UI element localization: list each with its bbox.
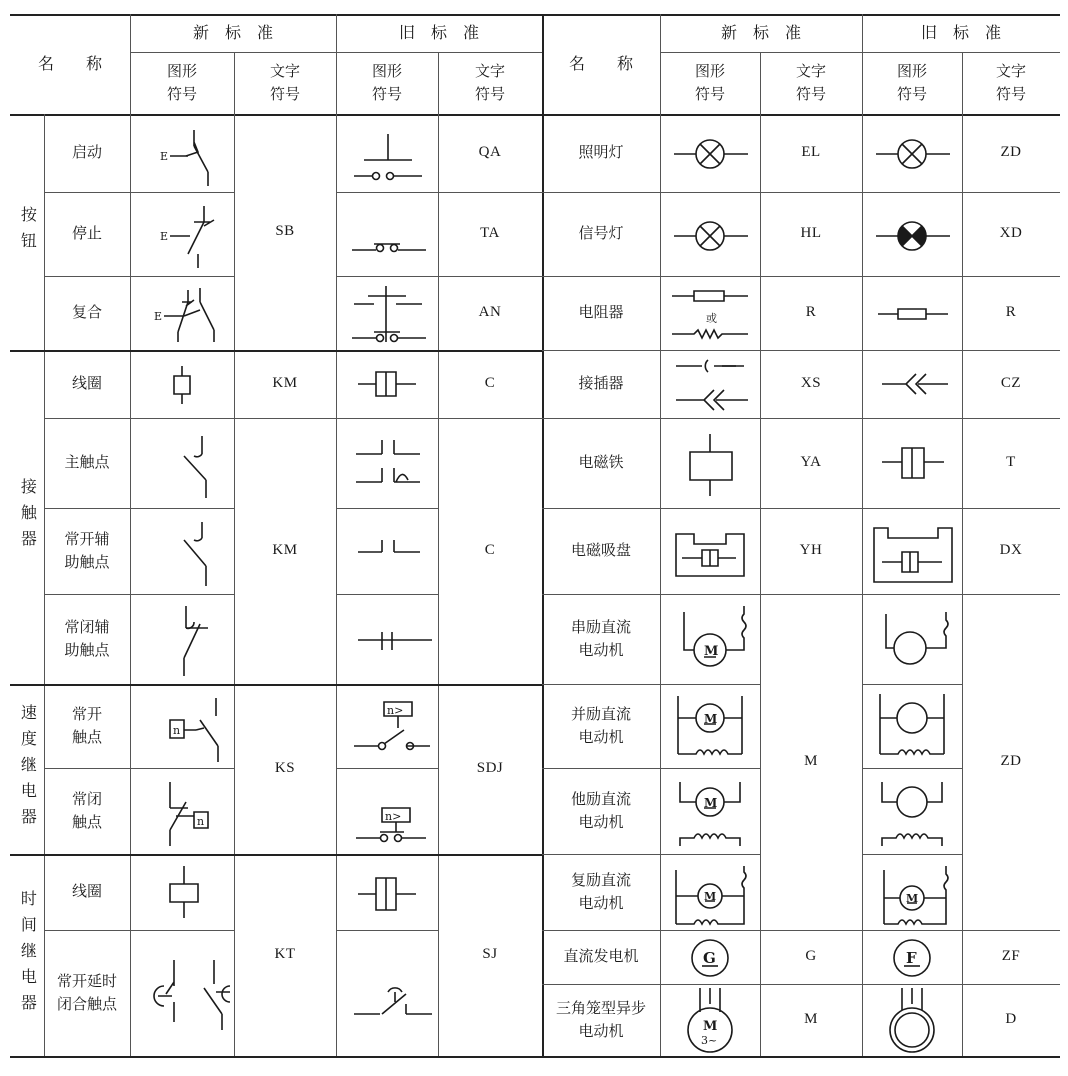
code-t: T <box>1006 454 1016 471</box>
code-ya: YA <box>800 454 822 471</box>
speed-relay-no-symbol-old <box>336 684 438 768</box>
electromagnet-symbol-old <box>862 418 962 508</box>
svg-text:n>: n> <box>385 810 402 823</box>
svg-text:F: F <box>906 949 917 967</box>
code-r-old: R <box>1005 304 1017 321</box>
item-compound-dc-motor: 复励直流 电动机 <box>570 870 631 912</box>
no-aux-contact-symbol-new <box>130 508 234 594</box>
lighting-lamp-symbol-new <box>660 114 760 192</box>
item-separate-dc-motor: 他励直流 电动机 <box>570 789 631 831</box>
code-cz: CZ <box>1000 375 1022 392</box>
connector-symbol-old <box>862 350 962 418</box>
time-delay-contact-symbol-new <box>130 930 234 1056</box>
electrical-symbol-table <box>10 14 1060 1056</box>
code-yh: YH <box>799 542 823 559</box>
group-button: 按钮 <box>18 206 38 258</box>
header-graphic-old-left: 图形 符号 <box>371 61 402 103</box>
item-time-delay-contact: 常开延时 闭合触点 <box>56 971 117 1013</box>
main-contact-symbol-old <box>336 418 438 508</box>
code-g: G <box>805 948 817 965</box>
start-button-symbol-new <box>130 114 234 192</box>
code-qa: QA <box>478 144 502 161</box>
squirrel-cage-motor-symbol-old <box>862 984 962 1056</box>
item-resistor: 电阻器 <box>578 303 624 322</box>
code-km-contacts: KM <box>272 542 298 559</box>
code-ta: TA <box>480 225 500 242</box>
code-el: EL <box>801 144 821 161</box>
code-r-new: R <box>805 304 817 321</box>
item-contactor-coil: 线圈 <box>71 374 102 393</box>
header-name-right: 名 称 <box>568 53 633 73</box>
item-compound: 复合 <box>71 303 102 322</box>
code-d: D <box>1005 1011 1017 1028</box>
svg-text:M: M <box>704 712 718 726</box>
electromagnet-symbol-new <box>660 418 760 508</box>
start-button-symbol-old <box>336 114 438 192</box>
item-dc-generator: 直流发电机 <box>563 947 639 966</box>
header-new-right: 新 标 准 <box>720 22 801 42</box>
squirrel-cage-motor-symbol-new <box>660 984 760 1056</box>
time-coil-symbol-new <box>130 854 234 930</box>
item-nc-aux-contact: 常闭辅 助触点 <box>64 617 110 659</box>
speed-relay-nc-symbol-old <box>336 768 438 854</box>
lighting-lamp-symbol-old <box>862 114 962 192</box>
connector-symbol-new <box>660 350 760 418</box>
shunt-dc-motor-symbol-old <box>862 684 962 768</box>
time-delay-contact-symbol-old <box>336 930 438 1056</box>
header-graphic-old-right: 图形 符号 <box>896 61 927 103</box>
resistor-symbol-old <box>862 276 962 350</box>
svg-text:3~: 3~ <box>701 1034 718 1047</box>
code-hl: HL <box>800 225 822 242</box>
item-squirrel-cage-motor: 三角笼型异步 电动机 <box>555 998 646 1040</box>
code-an: AN <box>478 304 502 321</box>
header-text-new-right: 文字 符号 <box>795 61 826 103</box>
code-xd: XD <box>999 225 1023 242</box>
code-m-cage: M <box>804 1011 818 1028</box>
signal-lamp-symbol-old <box>862 192 962 276</box>
separate-dc-motor-symbol-new <box>660 768 760 854</box>
svg-text:M: M <box>703 1019 718 1034</box>
header-old-left: 旧 标 准 <box>398 22 479 42</box>
item-speed-nc-contact: 常闭 触点 <box>71 789 102 831</box>
group-contactor: 接触器 <box>18 478 38 556</box>
stop-button-symbol-new <box>130 192 234 276</box>
nc-aux-contact-symbol-old <box>336 594 438 684</box>
item-shunt-dc-motor: 并励直流 电动机 <box>570 704 631 746</box>
svg-text:n: n <box>173 724 181 737</box>
svg-text:n: n <box>197 815 205 828</box>
svg-text:n>: n> <box>387 704 404 717</box>
code-zf: ZF <box>1001 948 1021 965</box>
svg-text:E: E <box>160 150 169 163</box>
code-c-coil: C <box>484 375 496 392</box>
code-km-coil: KM <box>272 375 298 392</box>
svg-text:M: M <box>704 796 718 810</box>
separate-dc-motor-symbol-old <box>862 768 962 854</box>
dc-generator-symbol-old <box>862 930 962 984</box>
code-dx: DX <box>999 542 1023 559</box>
code-sdj: SDJ <box>476 760 504 777</box>
contactor-coil-symbol-old <box>336 350 438 418</box>
magnetic-chuck-symbol-new <box>660 508 760 594</box>
dc-generator-symbol-new <box>660 930 760 984</box>
header-old-right: 旧 标 准 <box>920 22 1001 42</box>
header-graphic-new-right: 图形 符号 <box>694 61 725 103</box>
header-new-left: 新 标 准 <box>192 22 273 42</box>
item-series-dc-motor: 串励直流 电动机 <box>570 617 631 659</box>
stop-button-symbol-old <box>336 192 438 276</box>
main-contact-symbol-new <box>130 418 234 508</box>
group-time-relay: 时间继电器 <box>18 890 38 1020</box>
no-aux-contact-symbol-old <box>336 508 438 594</box>
item-stop: 停止 <box>71 224 102 243</box>
compound-dc-motor-symbol-new <box>660 854 760 930</box>
compound-button-symbol-old <box>336 276 438 350</box>
svg-text:M: M <box>704 644 719 659</box>
item-lighting-lamp: 照明灯 <box>578 143 624 162</box>
speed-relay-no-symbol-new <box>130 684 234 768</box>
shunt-dc-motor-symbol-new <box>660 684 760 768</box>
header-text-new-left: 文字 符号 <box>269 61 300 103</box>
header-text-old-right: 文字 符号 <box>995 61 1026 103</box>
item-magnetic-chuck: 电磁吸盘 <box>570 541 631 560</box>
group-speed-relay: 速度继电器 <box>18 704 38 834</box>
code-ks: KS <box>274 760 296 777</box>
svg-text:E: E <box>154 310 163 323</box>
speed-relay-nc-symbol-new <box>130 768 234 854</box>
item-electromagnet: 电磁铁 <box>578 453 624 472</box>
code-sj: SJ <box>482 946 498 963</box>
svg-text:M: M <box>906 892 919 905</box>
item-signal-lamp: 信号灯 <box>578 224 624 243</box>
svg-text:G: G <box>703 949 716 967</box>
code-zd-lamp: ZD <box>1000 144 1022 161</box>
contactor-coil-symbol-new <box>130 350 234 418</box>
resistor-symbol-new <box>660 276 760 350</box>
code-kt: KT <box>274 946 296 963</box>
series-dc-motor-symbol-new <box>660 594 760 684</box>
svg-text:M: M <box>704 890 717 903</box>
code-c-contacts: C <box>484 542 496 559</box>
item-time-coil: 线圈 <box>71 882 102 901</box>
compound-button-symbol-new <box>130 276 234 350</box>
header-text-old-left: 文字 符号 <box>474 61 505 103</box>
item-main-contact: 主触点 <box>64 453 110 472</box>
code-sb: SB <box>275 223 295 240</box>
code-m-motors: M <box>804 753 818 770</box>
code-zd-motors: ZD <box>1000 753 1022 770</box>
compound-dc-motor-symbol-old <box>862 854 962 930</box>
code-xs: XS <box>800 375 822 392</box>
item-connector: 接插器 <box>578 374 624 393</box>
signal-lamp-symbol-new <box>660 192 760 276</box>
item-start: 启动 <box>71 143 102 162</box>
svg-text:E: E <box>160 230 169 243</box>
item-speed-no-contact: 常开 触点 <box>71 704 102 746</box>
svg-text:或: 或 <box>706 312 717 325</box>
grid-line <box>10 1056 1060 1058</box>
series-dc-motor-symbol-old <box>862 594 962 684</box>
magnetic-chuck-symbol-old <box>862 508 962 594</box>
header-name-left: 名 称 <box>37 53 102 73</box>
header-graphic-new-left: 图形 符号 <box>166 61 197 103</box>
nc-aux-contact-symbol-new <box>130 594 234 684</box>
time-coil-symbol-old <box>336 854 438 930</box>
item-no-aux-contact: 常开辅 助触点 <box>64 529 110 571</box>
